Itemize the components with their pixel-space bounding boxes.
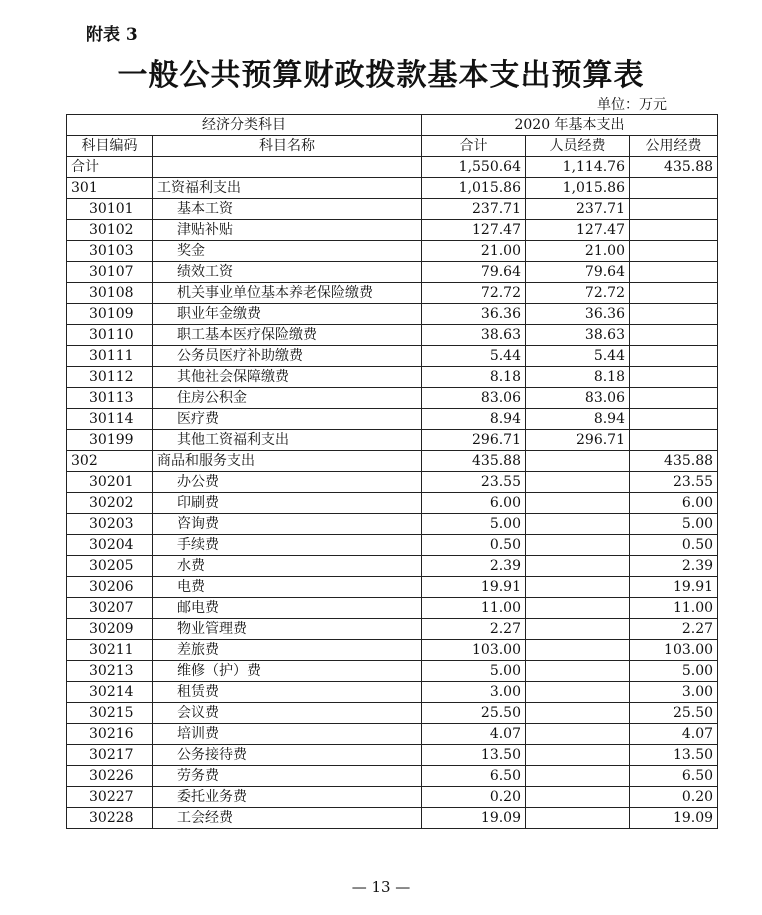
table-row (67, 346, 718, 367)
table-row (67, 388, 718, 409)
cell-total: 6.50 (422, 766, 526, 787)
cell-total: 0.20 (422, 787, 526, 808)
cell-total: 36.36 (422, 304, 526, 325)
cell-public (630, 241, 718, 262)
cell-total: 5.00 (422, 514, 526, 535)
cell-code: 30215 (67, 703, 153, 724)
cell-public: 19.09 (630, 808, 718, 829)
cell-name: 基本工资 (153, 199, 422, 220)
table-body (67, 157, 718, 829)
cell-total: 1,015.86 (422, 178, 526, 199)
table-row (67, 661, 718, 682)
cell-code: 30203 (67, 514, 153, 535)
cell-total: 296.71 (422, 430, 526, 451)
cell-code: 30199 (67, 430, 153, 451)
cell-code: 30201 (67, 472, 153, 493)
cell-personnel (526, 661, 630, 682)
cell-total: 1,550.64 (422, 157, 526, 178)
cell-name: 津贴补贴 (153, 220, 422, 241)
table-row (67, 157, 718, 178)
cell-name: 会议费 (153, 703, 422, 724)
table-row (67, 283, 718, 304)
column-header-code: 科目编码 (67, 136, 153, 157)
table-row (67, 472, 718, 493)
cell-name: 劳务费 (153, 766, 422, 787)
table-row (67, 577, 718, 598)
page-title: 一般公共预算财政拨款基本支出预算表 (117, 58, 645, 93)
cell-public: 2.27 (630, 619, 718, 640)
cell-public (630, 283, 718, 304)
cell-total: 3.00 (422, 682, 526, 703)
cell-personnel (526, 640, 630, 661)
cell-code: 30226 (67, 766, 153, 787)
table-row (67, 199, 718, 220)
cell-code: 30217 (67, 745, 153, 766)
cell-public: 5.00 (630, 514, 718, 535)
table-row (67, 535, 718, 556)
cell-name: 奖金 (153, 241, 422, 262)
cell-public (630, 199, 718, 220)
cell-code: 30228 (67, 808, 153, 829)
cell-name: 委托业务费 (153, 787, 422, 808)
cell-code: 30114 (67, 409, 153, 430)
cell-name: 住房公积金 (153, 388, 422, 409)
cell-name: 机关事业单位基本养老保险缴费 (153, 283, 422, 304)
cell-name: 其他工资福利支出 (153, 430, 422, 451)
cell-public (630, 220, 718, 241)
column-header-personnel: 人员经费 (526, 136, 630, 157)
cell-personnel (526, 745, 630, 766)
table-row (67, 598, 718, 619)
cell-code: 30202 (67, 493, 153, 514)
table-row (67, 766, 718, 787)
cell-total: 19.09 (422, 808, 526, 829)
cell-personnel: 83.06 (526, 388, 630, 409)
cell-code: 30111 (67, 346, 153, 367)
cell-personnel (526, 514, 630, 535)
cell-total: 13.50 (422, 745, 526, 766)
cell-personnel: 79.64 (526, 262, 630, 283)
cell-personnel: 296.71 (526, 430, 630, 451)
cell-total: 2.39 (422, 556, 526, 577)
cell-public: 0.50 (630, 535, 718, 556)
budget-table (66, 114, 718, 829)
cell-code: 合计 (67, 157, 153, 178)
table-row (67, 430, 718, 451)
cell-total: 21.00 (422, 241, 526, 262)
table-row (67, 241, 718, 262)
cell-public (630, 388, 718, 409)
cell-public: 19.91 (630, 577, 718, 598)
cell-name: 差旅费 (153, 640, 422, 661)
cell-code: 30214 (67, 682, 153, 703)
unit-label: 单位：万元 (597, 97, 667, 113)
table-column-header-row (67, 136, 718, 157)
table-row (67, 493, 718, 514)
cell-name: 手续费 (153, 535, 422, 556)
cell-code: 30109 (67, 304, 153, 325)
cell-public (630, 325, 718, 346)
appendix-label: 附表 3 (86, 25, 138, 45)
cell-name: 公务接待费 (153, 745, 422, 766)
cell-name: 培训费 (153, 724, 422, 745)
table-row (67, 787, 718, 808)
cell-public (630, 367, 718, 388)
cell-total: 8.18 (422, 367, 526, 388)
cell-total: 5.00 (422, 661, 526, 682)
cell-name: 职业年金缴费 (153, 304, 422, 325)
cell-total: 103.00 (422, 640, 526, 661)
cell-public (630, 304, 718, 325)
cell-personnel (526, 556, 630, 577)
table-row (67, 682, 718, 703)
cell-public: 11.00 (630, 598, 718, 619)
table-row (67, 514, 718, 535)
cell-public: 0.20 (630, 787, 718, 808)
cell-total: 8.94 (422, 409, 526, 430)
cell-name: 维修（护）费 (153, 661, 422, 682)
cell-total: 127.47 (422, 220, 526, 241)
table-row (67, 451, 718, 472)
cell-total: 2.27 (422, 619, 526, 640)
cell-public: 6.50 (630, 766, 718, 787)
cell-personnel: 237.71 (526, 199, 630, 220)
cell-code: 301 (67, 178, 153, 199)
cell-total: 23.55 (422, 472, 526, 493)
cell-name: 工资福利支出 (153, 178, 422, 199)
table-row (67, 325, 718, 346)
cell-total: 83.06 (422, 388, 526, 409)
cell-name: 职工基本医疗保险缴费 (153, 325, 422, 346)
table-row (67, 556, 718, 577)
cell-code: 30113 (67, 388, 153, 409)
cell-public: 13.50 (630, 745, 718, 766)
cell-name: 公务员医疗补助缴费 (153, 346, 422, 367)
table-row (67, 703, 718, 724)
cell-personnel: 1,015.86 (526, 178, 630, 199)
cell-code: 30108 (67, 283, 153, 304)
cell-code: 30213 (67, 661, 153, 682)
cell-total: 0.50 (422, 535, 526, 556)
cell-public: 435.88 (630, 157, 718, 178)
cell-name: 医疗费 (153, 409, 422, 430)
cell-name (153, 157, 422, 178)
table-row (67, 304, 718, 325)
column-header-public: 公用经费 (630, 136, 718, 157)
cell-personnel: 72.72 (526, 283, 630, 304)
cell-public: 435.88 (630, 451, 718, 472)
cell-total: 4.07 (422, 724, 526, 745)
cell-personnel (526, 724, 630, 745)
cell-name: 工会经费 (153, 808, 422, 829)
cell-code: 30211 (67, 640, 153, 661)
table-row (67, 262, 718, 283)
cell-total: 79.64 (422, 262, 526, 283)
cell-public: 103.00 (630, 640, 718, 661)
cell-code: 30110 (67, 325, 153, 346)
cell-personnel (526, 619, 630, 640)
table-row (67, 808, 718, 829)
cell-name: 咨询费 (153, 514, 422, 535)
cell-personnel: 21.00 (526, 241, 630, 262)
cell-public: 23.55 (630, 472, 718, 493)
cell-code: 30216 (67, 724, 153, 745)
cell-code: 30204 (67, 535, 153, 556)
cell-personnel: 8.94 (526, 409, 630, 430)
cell-public (630, 262, 718, 283)
table-row (67, 640, 718, 661)
cell-personnel (526, 787, 630, 808)
cell-total: 72.72 (422, 283, 526, 304)
cell-total: 435.88 (422, 451, 526, 472)
cell-public: 2.39 (630, 556, 718, 577)
cell-name: 水费 (153, 556, 422, 577)
table-group-header-row (67, 115, 718, 136)
cell-public: 3.00 (630, 682, 718, 703)
cell-personnel: 38.63 (526, 325, 630, 346)
cell-public (630, 346, 718, 367)
cell-total: 6.00 (422, 493, 526, 514)
cell-personnel: 127.47 (526, 220, 630, 241)
cell-name: 印刷费 (153, 493, 422, 514)
cell-personnel (526, 766, 630, 787)
cell-total: 237.71 (422, 199, 526, 220)
cell-public (630, 430, 718, 451)
cell-public (630, 178, 718, 199)
cell-code: 30205 (67, 556, 153, 577)
cell-personnel: 5.44 (526, 346, 630, 367)
cell-personnel (526, 682, 630, 703)
cell-code: 30227 (67, 787, 153, 808)
table-row (67, 724, 718, 745)
cell-code: 30102 (67, 220, 153, 241)
cell-personnel (526, 808, 630, 829)
cell-public: 6.00 (630, 493, 718, 514)
cell-code: 30112 (67, 367, 153, 388)
table-row (67, 745, 718, 766)
cell-code: 30103 (67, 241, 153, 262)
cell-code: 30209 (67, 619, 153, 640)
cell-total: 5.44 (422, 346, 526, 367)
cell-code: 30101 (67, 199, 153, 220)
cell-total: 25.50 (422, 703, 526, 724)
group-header-basic-expenditure: 2020 年基本支出 (422, 115, 718, 136)
cell-personnel (526, 451, 630, 472)
column-header-total: 合计 (422, 136, 526, 157)
cell-public: 5.00 (630, 661, 718, 682)
table-row (67, 619, 718, 640)
cell-name: 商品和服务支出 (153, 451, 422, 472)
page-number: — 13 — (351, 878, 411, 896)
cell-name: 租赁费 (153, 682, 422, 703)
cell-personnel (526, 577, 630, 598)
cell-name: 绩效工资 (153, 262, 422, 283)
cell-name: 办公费 (153, 472, 422, 493)
column-header-name: 科目名称 (153, 136, 422, 157)
cell-personnel (526, 598, 630, 619)
table-row (67, 409, 718, 430)
cell-personnel: 8.18 (526, 367, 630, 388)
cell-name: 物业管理费 (153, 619, 422, 640)
cell-code: 30206 (67, 577, 153, 598)
table-row (67, 178, 718, 199)
table-row (67, 220, 718, 241)
cell-name: 其他社会保障缴费 (153, 367, 422, 388)
cell-total: 11.00 (422, 598, 526, 619)
cell-public (630, 409, 718, 430)
cell-total: 38.63 (422, 325, 526, 346)
cell-total: 19.91 (422, 577, 526, 598)
cell-public: 4.07 (630, 724, 718, 745)
cell-public: 25.50 (630, 703, 718, 724)
cell-code: 30107 (67, 262, 153, 283)
cell-code: 30207 (67, 598, 153, 619)
cell-personnel (526, 493, 630, 514)
cell-personnel: 36.36 (526, 304, 630, 325)
group-header-economic-class: 经济分类科目 (67, 115, 422, 136)
cell-personnel (526, 472, 630, 493)
cell-code: 302 (67, 451, 153, 472)
cell-personnel (526, 703, 630, 724)
cell-name: 电费 (153, 577, 422, 598)
cell-personnel: 1,114.76 (526, 157, 630, 178)
cell-name: 邮电费 (153, 598, 422, 619)
table-row (67, 367, 718, 388)
cell-personnel (526, 535, 630, 556)
